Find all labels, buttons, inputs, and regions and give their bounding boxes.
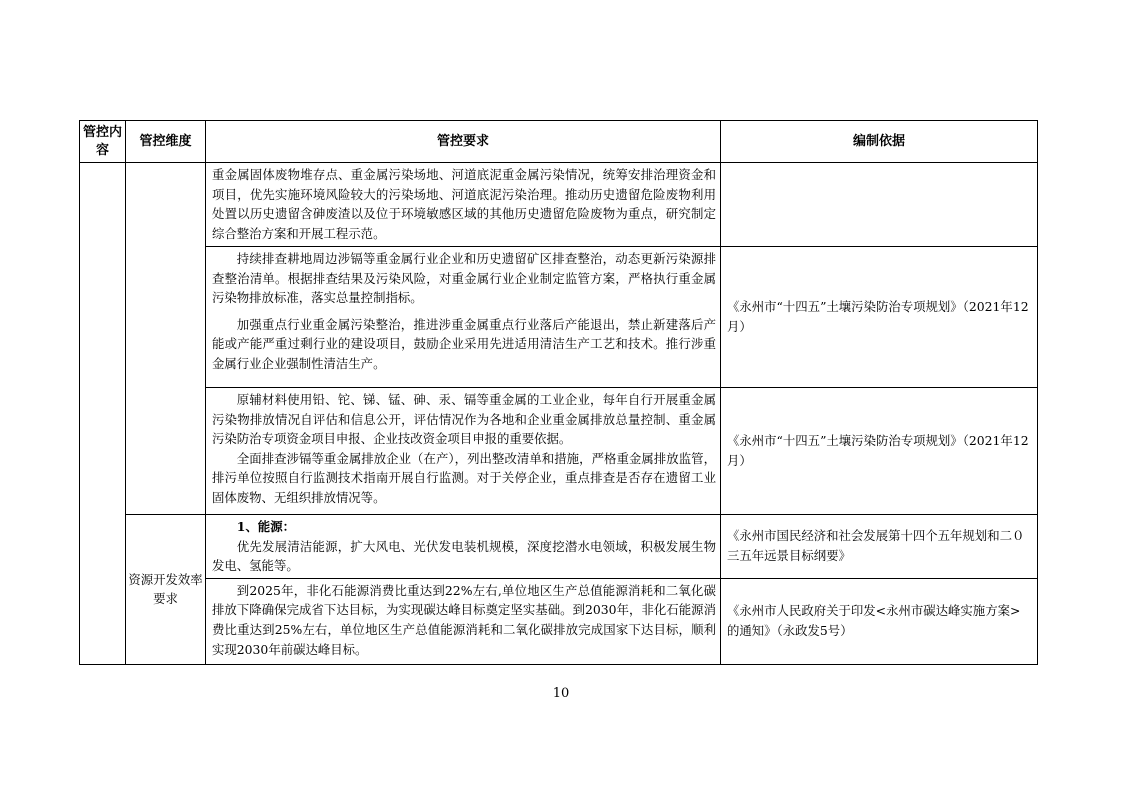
header-control-content: 管控内容	[80, 121, 126, 163]
header-control-requirement: 管控要求	[206, 121, 721, 163]
page-number: 10	[552, 686, 570, 701]
requirement-text: 优先发展清洁能源，扩大风电、光伏发电装机规模，深度挖潜水电领域，积极发展生物发电、氢能等。	[212, 538, 716, 574]
header-control-dimension: 管控维度	[126, 121, 206, 163]
header-basis: 编制依据	[721, 121, 1038, 163]
basis-cell	[721, 163, 1038, 247]
basis-cell: 《永州市“十四五”土壤污染防治专项规划》（2021年12月）	[721, 388, 1038, 515]
table-header-row	[80, 121, 1038, 163]
basis-cell: 《永州市国民经济和社会发展第十四个五年规划和二０三五年远景目标纲要》	[721, 515, 1038, 579]
requirement-cell	[206, 247, 721, 388]
basis-cell: 《永州市“十四五”土壤污染防治专项规划》（2021年12月）	[721, 247, 1038, 388]
requirement-text: 持续排查耕地周边涉镉等重金属行业企业和历史遗留矿区排查整治，动态更新污染源排查整治清单。根据排查结果及污染风险，对重金属行业企业制定监管方案，严格执行重金属污染物排放标准，落实总量控制指标。	[212, 251, 716, 306]
requirement-cell	[206, 163, 721, 247]
energy-heading: 1、能源：	[236, 519, 295, 534]
dimension-cell-blank	[126, 163, 206, 515]
table-row	[80, 247, 1038, 388]
dimension-resource-efficiency: 资源开发效率要求	[126, 515, 206, 665]
requirement-text: 全面排查涉镉等重金属排放企业（在产），列出整改清单和措施，严格重金属排放监管，排污单位按照自行监测技术指南开展自行监测。对于关停企业，重点排查是否存在遗留工业固体废物、无组织排放情况等。	[212, 450, 716, 505]
control-content-cell	[80, 163, 126, 665]
table-row	[80, 515, 1038, 579]
requirement-text: 到2025年，非化石能源消费比重达到22%左右,单位地区生产总值能源消耗和二氧化碳排放下降确保完成省下达目标，为实现碳达峰目标奠定坚实基础。到2030年，非化石能源消费比重达到25%左右，单位地区生产总值能源消耗和二氧化碳排放完成国家下达目标，顺利实现2030年前碳达峰目标。	[212, 582, 716, 657]
requirement-cell	[206, 388, 721, 515]
control-requirements-table	[79, 120, 1038, 665]
requirement-text: 原辅材料使用铅、铊、锑、锰、砷、汞、镉等重金属的工业企业，每年自行开展重金属污染物排放情况自评估和信息公开，评估情况作为各地和企业重金属排放总量控制、重金属污染防治专项资金项目申报、企业技改资金项目申报的重要依据。	[212, 392, 716, 447]
requirement-cell	[206, 515, 721, 579]
table-row	[80, 163, 1038, 247]
requirement-text: 加强重点行业重金属污染整治，推进涉重金属重点行业落后产能退出，禁止新建落后产能或产能严重过剩行业的建设项目，鼓励企业采用先进适用清洁生产工艺和技术。推行涉重金属行业企业强制性清洁生产。	[212, 316, 716, 371]
table-row	[80, 578, 1038, 664]
basis-cell: 《永州市人民政府关于印发<永州市碳达峰实施方案>的通知》（永政发5号）	[721, 578, 1038, 664]
requirement-text: 重金属固体废物堆存点、重金属污染场地、河道底泥重金属污染情况，统筹安排治理资金和项目，优先实施环境风险较大的污染场地、河道底泥污染治理。推动历史遗留危险废物利用处置以历史遗留含砷废渣以及位于环境敏感区域的其他历史遗留危险废物为重点，研究制定综合整治方案和开展工程示范。	[212, 167, 716, 241]
requirement-cell	[206, 578, 721, 664]
table-row	[80, 388, 1038, 515]
